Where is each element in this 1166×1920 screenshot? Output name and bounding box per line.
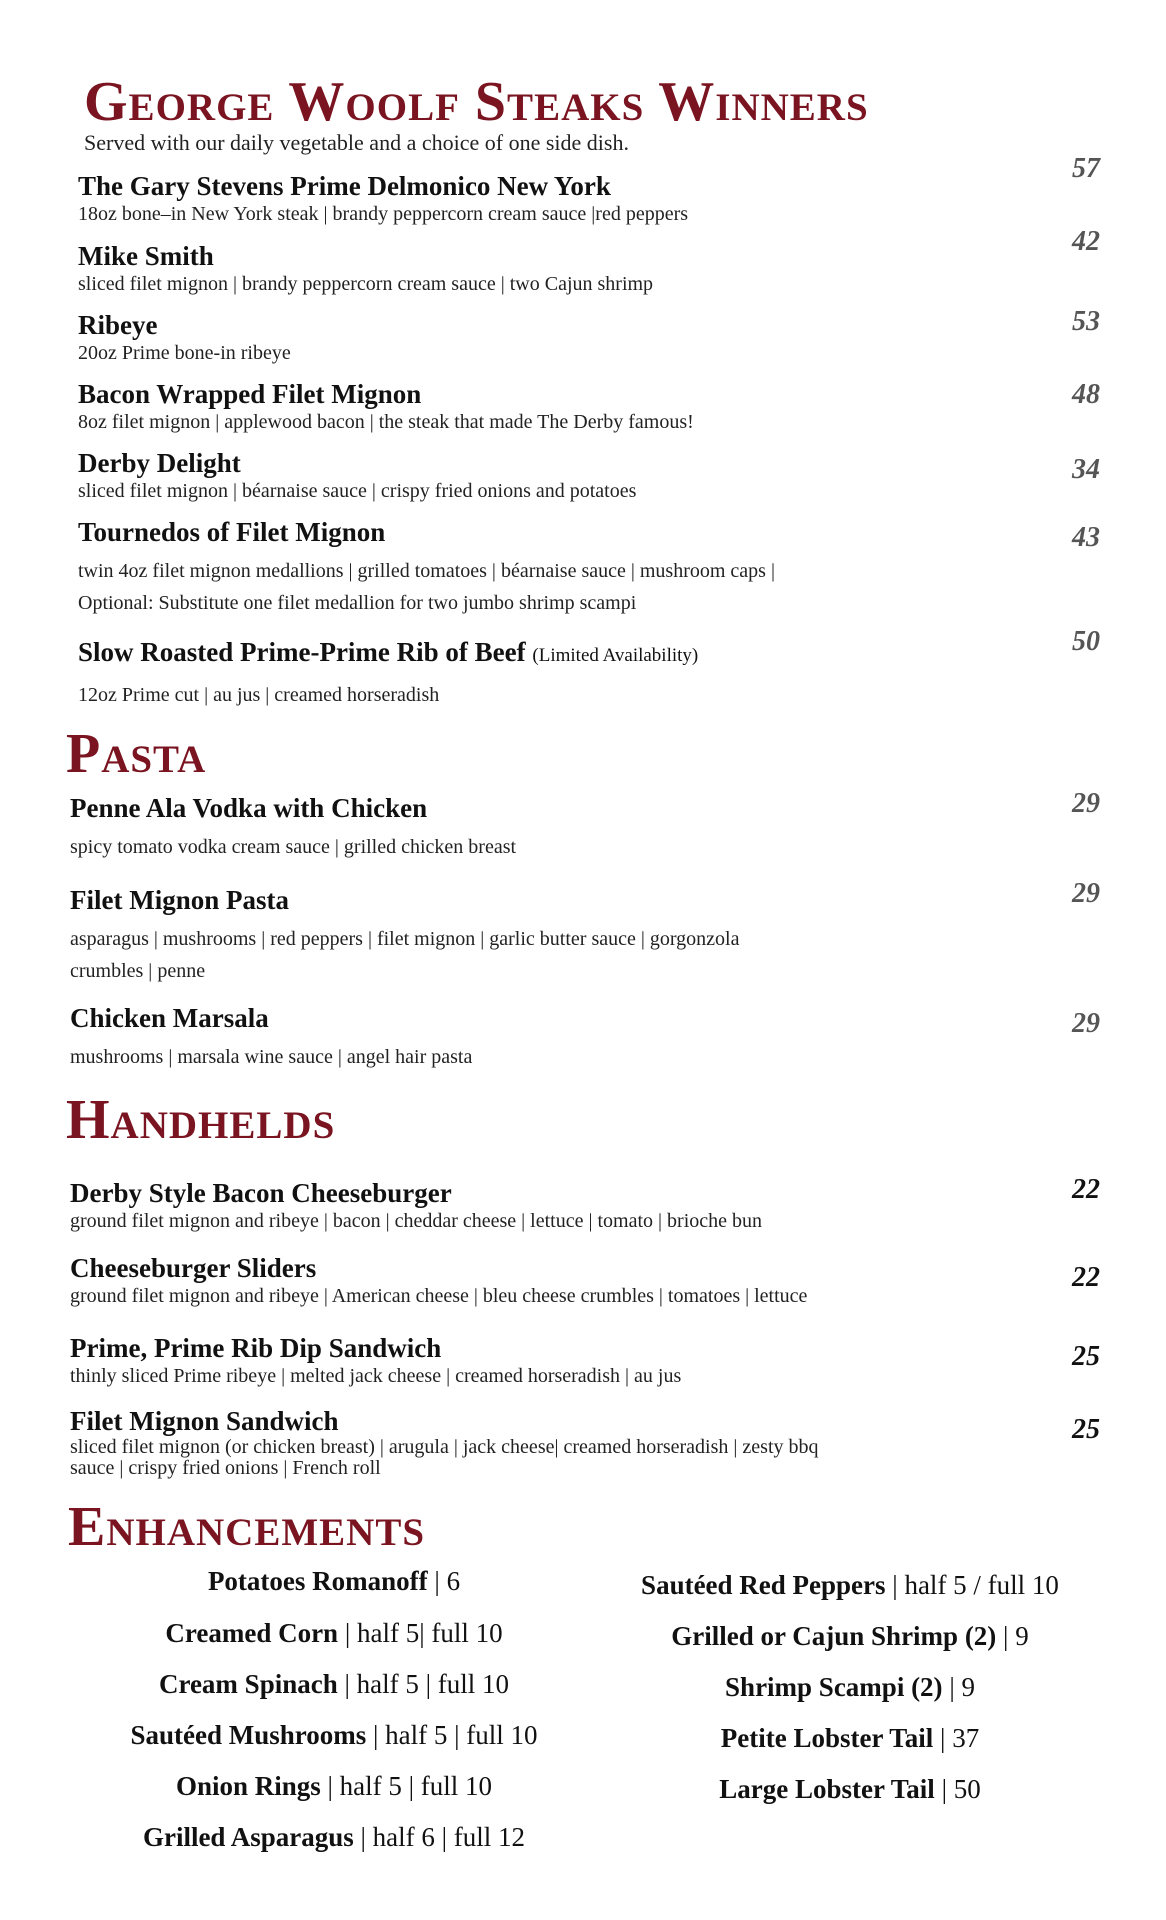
item-name: Ribeye — [78, 310, 158, 340]
menu-item — [70, 1332, 681, 1388]
separator: | — [320, 1771, 340, 1801]
handhelds-title: Handhelds — [66, 1089, 336, 1151]
item-description: sliced filet mignon | béarnaise sauce | crispy fried onions and potatoes — [78, 480, 637, 502]
separator: | — [338, 1618, 357, 1648]
menu-item — [70, 1405, 819, 1479]
enhancement-price: half 6 | full 12 — [372, 1822, 526, 1852]
separator: | — [933, 1723, 953, 1753]
item-name — [78, 636, 698, 672]
enhancement-item — [600, 1672, 1100, 1703]
menu-item — [78, 447, 636, 503]
separator: | — [942, 1672, 962, 1702]
item-description: thinly sliced Prime ribeye | melted jack cheese | creamed horseradish | au jus — [70, 1365, 682, 1387]
item-price: 25 — [1072, 1341, 1100, 1372]
enhancement-item — [84, 1566, 584, 1597]
menu-item — [78, 309, 291, 365]
menu-item — [70, 1252, 807, 1308]
enhancement-price: 9 — [961, 1672, 975, 1702]
enhancement-item — [84, 1669, 584, 1700]
menu-item — [78, 240, 653, 296]
item-name: Mike Smith — [78, 241, 214, 271]
separator: | — [366, 1720, 386, 1750]
item-name: Chicken Marsala — [70, 1003, 269, 1033]
item-description: 20oz Prime bone-in ribeye — [78, 342, 291, 364]
separator: | — [885, 1570, 905, 1600]
enhancement-name: Shrimp Scampi (2) — [725, 1672, 943, 1702]
separator: | — [353, 1822, 373, 1852]
item-name: Bacon Wrapped Filet Mignon — [78, 379, 422, 409]
item-price: 48 — [1072, 379, 1100, 410]
item-name: Tournedos of Filet Mignon — [78, 517, 386, 547]
enhancement-name: Grilled Asparagus — [142, 1822, 354, 1852]
item-name: The Gary Stevens Prime Delmonico New York — [78, 171, 611, 201]
item-description: ground filet mignon and ribeye | bacon | cheddar cheese | lettuce | tomato | brioche bun — [70, 1210, 763, 1232]
enhancement-item — [84, 1618, 584, 1649]
item-description: mushrooms | marsala wine sauce | angel hair pasta — [70, 1046, 473, 1068]
enhancement-item — [84, 1720, 584, 1751]
item-price: 50 — [1072, 626, 1100, 657]
menu-item — [70, 792, 516, 862]
menu-item — [78, 516, 775, 618]
steaks-title: George Woolf Steaks Winners — [84, 71, 869, 133]
item-description: sliced filet mignon (or chicken breast) | arugula | jack cheese| creamed horseradish | zesty bbq — [70, 1436, 819, 1458]
item-price: 34 — [1072, 454, 1100, 485]
item-description: 12oz Prime cut | au jus | creamed horseradish — [78, 684, 440, 706]
item-description: ground filet mignon and ribeye | American cheese | bleu cheese crumbles | tomatoes | lettuce — [70, 1285, 808, 1307]
separator: | — [996, 1621, 1016, 1651]
item-name: Penne Ala Vodka with Chicken — [70, 793, 428, 823]
enhancement-price: half 5 | full 10 — [356, 1669, 510, 1699]
enhancement-name: Petite Lobster Tail — [720, 1723, 934, 1753]
item-name: Prime, Prime Rib Dip Sandwich — [70, 1333, 442, 1363]
enhancement-name: Onion Rings — [175, 1771, 321, 1801]
item-price: 42 — [1072, 226, 1100, 257]
enhancement-item — [600, 1570, 1100, 1601]
enhancement-item — [600, 1723, 1100, 1754]
menu-item — [70, 1002, 472, 1072]
enhancement-price: half 5 | full 10 — [339, 1771, 493, 1801]
enhancement-item — [600, 1621, 1100, 1652]
menu-item — [70, 1177, 762, 1233]
item-name: Filet Mignon Sandwich — [70, 1406, 339, 1436]
item-description-optional: Optional: Substitute one filet medallion for two jumbo shrimp scampi — [78, 592, 637, 614]
enhancement-price: 37 — [952, 1723, 980, 1753]
item-name: Filet Mignon Pasta — [70, 885, 289, 915]
item-description-cont: crumbles | penne — [70, 960, 206, 982]
item-price: 29 — [1072, 878, 1100, 909]
enhancement-price: 6 — [446, 1566, 461, 1596]
enhancement-price: 50 — [953, 1774, 981, 1804]
enhancement-price: half 5| full 10 — [356, 1618, 503, 1648]
item-price: 22 — [1072, 1174, 1100, 1205]
item-name: Cheeseburger Sliders — [70, 1253, 317, 1283]
enhancement-name: Cream Spinach — [158, 1669, 338, 1699]
enhancement-item — [600, 1774, 1100, 1805]
item-description: sliced filet mignon | brandy peppercorn cream sauce | two Cajun shrimp — [78, 273, 654, 295]
item-price: 43 — [1072, 522, 1100, 553]
separator: | — [337, 1669, 357, 1699]
enhancements-title: Enhancements — [68, 1496, 426, 1558]
item-price: 57 — [1072, 153, 1100, 184]
item-description-cont: sauce | crispy fried onions | French roll — [70, 1457, 381, 1479]
item-description: spicy tomato vodka cream sauce | grilled chicken breast — [70, 836, 517, 858]
steaks-subtitle: Served with our daily vegetable and a choice of one side dish. — [84, 130, 629, 155]
menu-item — [78, 636, 698, 710]
menu-item — [78, 170, 688, 226]
pasta-title: Pasta — [66, 723, 207, 785]
item-name-text: Slow Roasted Prime-Prime Rib of Beef — [78, 637, 526, 667]
item-description: 18oz bone–in New York steak | brandy peppercorn cream sauce |red peppers — [78, 203, 689, 225]
item-price: 25 — [1072, 1414, 1100, 1445]
enhancement-name: Creamed Corn — [165, 1618, 339, 1648]
item-description: 8oz filet mignon | applewood bacon | the steak that made The Derby famous! — [78, 411, 694, 433]
item-description: asparagus | mushrooms | red peppers | filet mignon | garlic butter sauce | gorgonzola — [70, 928, 740, 950]
enhancement-price: half 5 / full 10 — [904, 1570, 1059, 1600]
item-description: twin 4oz filet mignon medallions | grilled tomatoes | béarnaise sauce | mushroom caps | — [78, 560, 775, 582]
separator: | — [427, 1566, 447, 1596]
enhancement-item — [84, 1771, 584, 1802]
item-availability-note: (Limited Availability) — [532, 645, 699, 666]
enhancement-item — [84, 1822, 584, 1853]
separator: | — [934, 1774, 954, 1804]
menu-item — [78, 378, 694, 434]
item-price: 29 — [1072, 1008, 1100, 1039]
enhancement-name: Large Lobster Tail — [719, 1774, 935, 1804]
enhancement-name: Grilled or Cajun Shrimp (2) — [671, 1621, 997, 1651]
item-name: Derby Delight — [78, 448, 241, 478]
item-name: Derby Style Bacon Cheeseburger — [70, 1178, 452, 1208]
enhancement-price: half 5 | full 10 — [385, 1720, 538, 1750]
menu-item — [70, 884, 739, 986]
item-price: 53 — [1072, 306, 1100, 337]
item-price: 22 — [1072, 1262, 1100, 1293]
enhancement-name: Sautéed Red Peppers — [641, 1570, 886, 1600]
enhancement-price: 9 — [1015, 1621, 1029, 1651]
item-price: 29 — [1072, 788, 1100, 819]
enhancement-name: Potatoes Romanoff — [207, 1566, 428, 1596]
enhancement-name: Sautéed Mushrooms — [130, 1720, 367, 1750]
